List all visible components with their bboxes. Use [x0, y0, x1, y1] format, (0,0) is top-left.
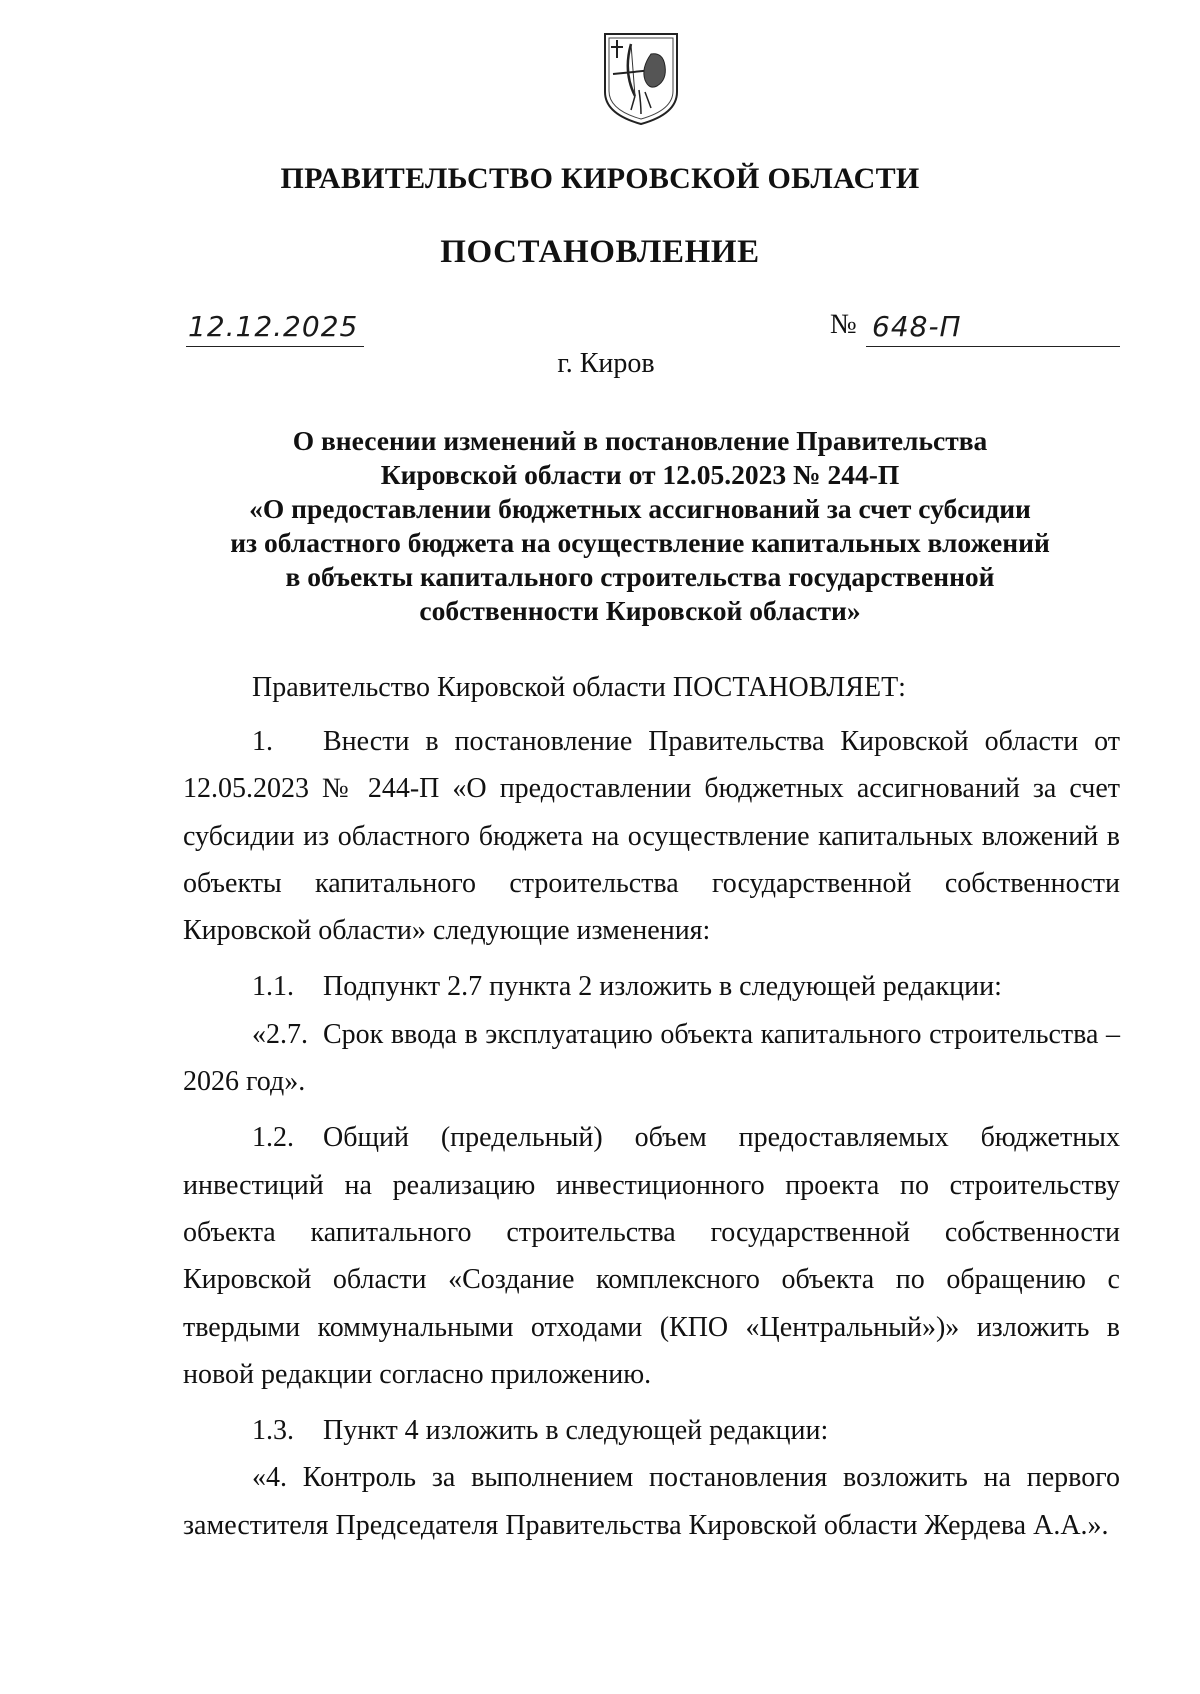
date-field [186, 312, 364, 347]
subject-line: из областного бюджета на осуществление капитальных вложений [230, 527, 1050, 558]
paragraph-1 [183, 718, 1120, 954]
paragraph-number: 1.1. [252, 971, 294, 1003]
paragraph-text: «4. Контроль за выполнением постановления возложить на первого заместителя Председателя Правительства Кировской области Жердева А.А.». [183, 1462, 1120, 1541]
number-label: № [830, 309, 857, 340]
subject-line: Кировской области от 12.05.2023 № 244-П [380, 459, 900, 490]
kirov-coat-of-arms-icon [601, 30, 681, 127]
paragraph-text: Общий (предельный) объем предоставляемых бюджетных инвестиций на реализацию инвестиционного проекта по строительству объекта капитального строительства государственной собственности Кировской области «Создание комплексного объекта по обращению с твердыми коммунальными отходами (КПО «Центральный»)» изложить в новой редакции согласно приложению. [183, 1122, 1120, 1390]
city: г. Киров [557, 348, 655, 379]
paragraph-1-1 [183, 963, 1120, 1010]
paragraph-text: Подпункт 2.7 пункта 2 изложить в следующей редакции: [323, 971, 1002, 1003]
document-number: 648-П [872, 310, 962, 343]
document-date: 12.12.2025 [188, 310, 359, 343]
document-type: ПОСТАНОВЛЕНИЕ [440, 234, 760, 270]
paragraph-1-3 [183, 1407, 1120, 1454]
number-field [866, 312, 1120, 347]
subject-line: собственности Кировской области» [419, 595, 861, 626]
paragraph-number: 1. [252, 726, 273, 757]
preamble: Правительство Кировской области ПОСТАНОВЛЯЕТ: [252, 672, 906, 703]
document-subject [190, 424, 1090, 628]
paragraph-text: Пункт 4 изложить в следующей редакции: [323, 1415, 829, 1447]
paragraph-number: 1.2. [252, 1122, 294, 1154]
paragraph-2-7 [183, 1011, 1120, 1106]
organization-name: ПРАВИТЕЛЬСТВО КИРОВСКОЙ ОБЛАСТИ [280, 162, 920, 195]
subject-line: О внесении изменений в постановление Правительства [292, 425, 988, 456]
paragraph-4 [183, 1454, 1120, 1549]
paragraph-number: «2.7. [252, 1018, 308, 1050]
subject-line: «О предоставлении бюджетных ассигнований за счет субсидии [249, 493, 1031, 524]
paragraph-number: 1.3. [252, 1415, 294, 1447]
paragraph-1-2 [183, 1114, 1120, 1398]
paragraph-text: Срок ввода в эксплуатацию объекта капитального строительства – 2026 год». [183, 1018, 1120, 1098]
document-body [183, 718, 1120, 1549]
paragraph-text: Внести в постановление Правительства Кировской области от 12.05.2023 № 244-П «О предоставлении бюджетных ассигнований за счет субсидии из областного бюджета на осуществление капитальных вложений в объекты капитального строительства государственной собственности Кировской области» следующие изменения: [183, 726, 1120, 947]
subject-line: в объекты капитального строительства государственной [285, 561, 995, 592]
